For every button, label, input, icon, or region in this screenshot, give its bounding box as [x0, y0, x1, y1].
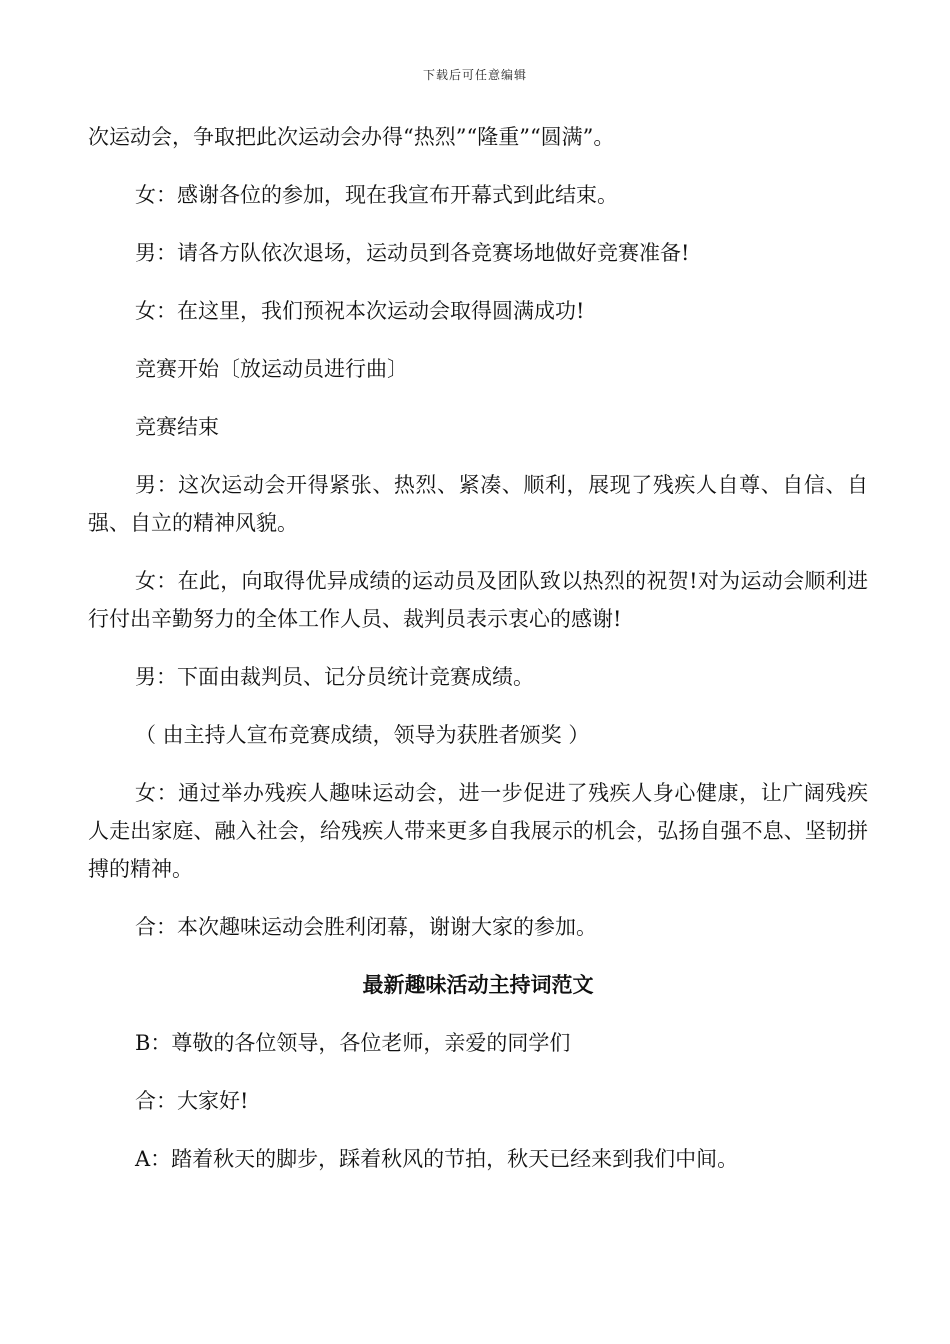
- page-header: 下载后可任意编辑: [422, 68, 527, 82]
- paragraph: 竞赛结束: [135, 415, 219, 439]
- paragraph: 女：通过举办残疾人趣味运动会，进一步促进了残疾人身心健康，让广阔残疾人走出家庭、融入社会，给残疾人带来更多自我展示的机会，弘扬自强不息、坚韧拼搏的精神。: [88, 781, 868, 881]
- paragraph: A：踏着秋天的脚步，踩着秋风的节拍，秋天已经来到我们中间。: [135, 1147, 739, 1171]
- paragraph: 合：本次趣味运动会胜利闭幕，谢谢大家的参加。: [135, 915, 597, 939]
- paragraph: 女：感谢各位的参加，现在我宣布开幕式到此结束。: [135, 183, 618, 207]
- section-title: 最新趣味活动主持词范文: [362, 973, 594, 997]
- paragraph: 男：这次运动会开得紧张、热烈、紧凑、顺利，展现了残疾人自尊、自信、自强、自立的精神风貌。: [88, 473, 868, 535]
- paragraph: B：尊敬的各位领导，各位老师，亲爱的同学们: [135, 1031, 571, 1055]
- paragraph: 女：在这里，我们预祝本次运动会取得圆满成功!: [135, 299, 585, 323]
- paragraph: 竞赛开始〔放运动员进行曲〕: [135, 357, 408, 381]
- paragraph: （ 由主持人宣布竞赛成绩，领导为获胜者颁奖 ）: [135, 723, 590, 747]
- paragraph: 男：下面由裁判员、记分员统计竞赛成绩。: [135, 665, 534, 689]
- paragraph: 次运动会，争取把此次运动会办得“热烈”“隆重”“圆满”。: [88, 125, 615, 149]
- paragraph: 女：在此，向取得优异成绩的运动员及团队致以热烈的祝贺!对为运动会顺利进行付出辛勤努力的全体工作人员、裁判员表示衷心的感谢!: [88, 569, 868, 631]
- document-body: [88, 118, 868, 1198]
- paragraph: 男：请各方队依次退场，运动员到各竞赛场地做好竞赛准备!: [135, 241, 690, 265]
- paragraph: 合：大家好!: [135, 1089, 249, 1113]
